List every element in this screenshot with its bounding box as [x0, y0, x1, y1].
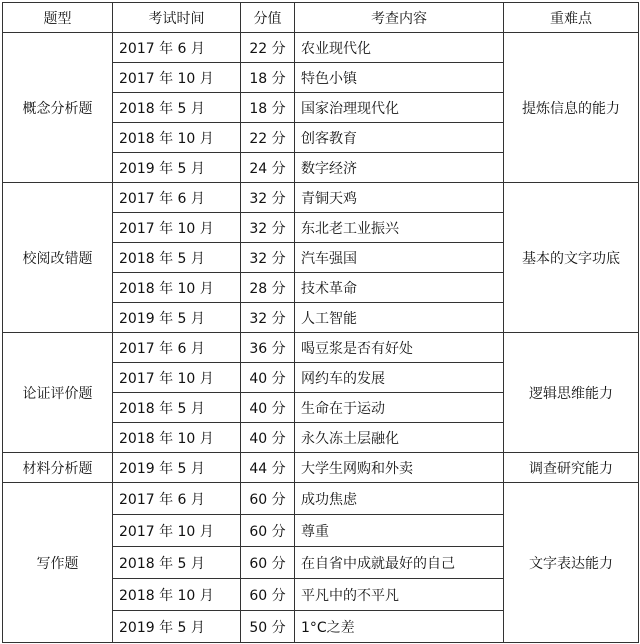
header-row: [3, 3, 639, 33]
topic-cell: 青铜天鸡: [295, 183, 504, 213]
topic-cell: 创客教育: [295, 123, 504, 153]
exam-time-cell: 2017 年 10 月: [113, 213, 241, 243]
score-cell: 32 分: [241, 303, 295, 333]
exam-time-cell: 2018 年 5 月: [113, 93, 241, 123]
exam-time-cell: 2017 年 6 月: [113, 483, 241, 515]
exam-time-cell: 2019 年 5 月: [113, 153, 241, 183]
exam-time-cell: 2018 年 10 月: [113, 579, 241, 611]
question-type-cell: 概念分析题: [3, 33, 113, 183]
score-cell: 18 分: [241, 93, 295, 123]
exam-time-cell: 2019 年 5 月: [113, 611, 241, 643]
topic-cell: 尊重: [295, 515, 504, 547]
topic-cell: 成功焦虑: [295, 483, 504, 515]
topic-cell: 数字经济: [295, 153, 504, 183]
topic-cell: 技术革命: [295, 273, 504, 303]
score-cell: 40 分: [241, 393, 295, 423]
exam-time-cell: 2017 年 6 月: [113, 183, 241, 213]
question-type-cell: 写作题: [3, 483, 113, 643]
exam-time-cell: 2018 年 10 月: [113, 123, 241, 153]
exam-time-cell: 2018 年 10 月: [113, 423, 241, 453]
exam-time-cell: 2017 年 10 月: [113, 363, 241, 393]
score-cell: 22 分: [241, 33, 295, 63]
exam-time-cell: 2017 年 6 月: [113, 33, 241, 63]
exam-time-cell: 2018 年 5 月: [113, 243, 241, 273]
exam-time-cell: 2018 年 5 月: [113, 547, 241, 579]
topic-cell: 国家治理现代化: [295, 93, 504, 123]
focus-cell: 逻辑思维能力: [504, 333, 639, 453]
focus-cell: 调查研究能力: [504, 453, 639, 483]
score-cell: 60 分: [241, 579, 295, 611]
focus-cell: 提炼信息的能力: [504, 33, 639, 183]
score-cell: 32 分: [241, 183, 295, 213]
exam-time-cell: 2019 年 5 月: [113, 303, 241, 333]
question-type-cell: 材料分析题: [3, 453, 113, 483]
exam-time-cell: 2017 年 10 月: [113, 63, 241, 93]
score-cell: 32 分: [241, 213, 295, 243]
topic-cell: 喝豆浆是否有好处: [295, 333, 504, 363]
header-topic: 考查内容: [295, 3, 504, 33]
focus-cell: 文字表达能力: [504, 483, 639, 643]
topic-cell: 平凡中的不平凡: [295, 579, 504, 611]
score-cell: 28 分: [241, 273, 295, 303]
table-row: [3, 453, 639, 483]
score-cell: 18 分: [241, 63, 295, 93]
topic-cell: 汽车强国: [295, 243, 504, 273]
exam-time-cell: 2018 年 10 月: [113, 273, 241, 303]
exam-time-cell: 2018 年 5 月: [113, 393, 241, 423]
topic-cell: 农业现代化: [295, 33, 504, 63]
header-type: 题型: [3, 3, 113, 33]
question-type-cell: 校阅改错题: [3, 183, 113, 333]
question-type-cell: 论证评价题: [3, 333, 113, 453]
score-cell: 44 分: [241, 453, 295, 483]
focus-cell: 基本的文字功底: [504, 183, 639, 333]
topic-cell: 东北老工业振兴: [295, 213, 504, 243]
table-row: [3, 183, 639, 213]
topic-cell: 在自省中成就最好的自己: [295, 547, 504, 579]
score-cell: 60 分: [241, 547, 295, 579]
header-time: 考试时间: [113, 3, 241, 33]
table-body: [3, 33, 639, 643]
header-score: 分值: [241, 3, 295, 33]
score-cell: 40 分: [241, 423, 295, 453]
score-cell: 24 分: [241, 153, 295, 183]
topic-cell: 人工智能: [295, 303, 504, 333]
table-row: [3, 333, 639, 363]
score-cell: 36 分: [241, 333, 295, 363]
score-cell: 32 分: [241, 243, 295, 273]
score-cell: 60 分: [241, 483, 295, 515]
table-row: [3, 33, 639, 63]
topic-cell: 网约车的发展: [295, 363, 504, 393]
score-cell: 22 分: [241, 123, 295, 153]
topic-cell: 特色小镇: [295, 63, 504, 93]
exam-summary-table: [2, 2, 639, 643]
score-cell: 60 分: [241, 515, 295, 547]
score-cell: 50 分: [241, 611, 295, 643]
topic-cell: 1°C之差: [295, 611, 504, 643]
table-row: [3, 483, 639, 515]
exam-time-cell: 2019 年 5 月: [113, 453, 241, 483]
topic-cell: 永久冻土层融化: [295, 423, 504, 453]
topic-cell: 生命在于运动: [295, 393, 504, 423]
score-cell: 40 分: [241, 363, 295, 393]
exam-time-cell: 2017 年 6 月: [113, 333, 241, 363]
header-focus: 重难点: [504, 3, 639, 33]
exam-time-cell: 2017 年 10 月: [113, 515, 241, 547]
topic-cell: 大学生网购和外卖: [295, 453, 504, 483]
